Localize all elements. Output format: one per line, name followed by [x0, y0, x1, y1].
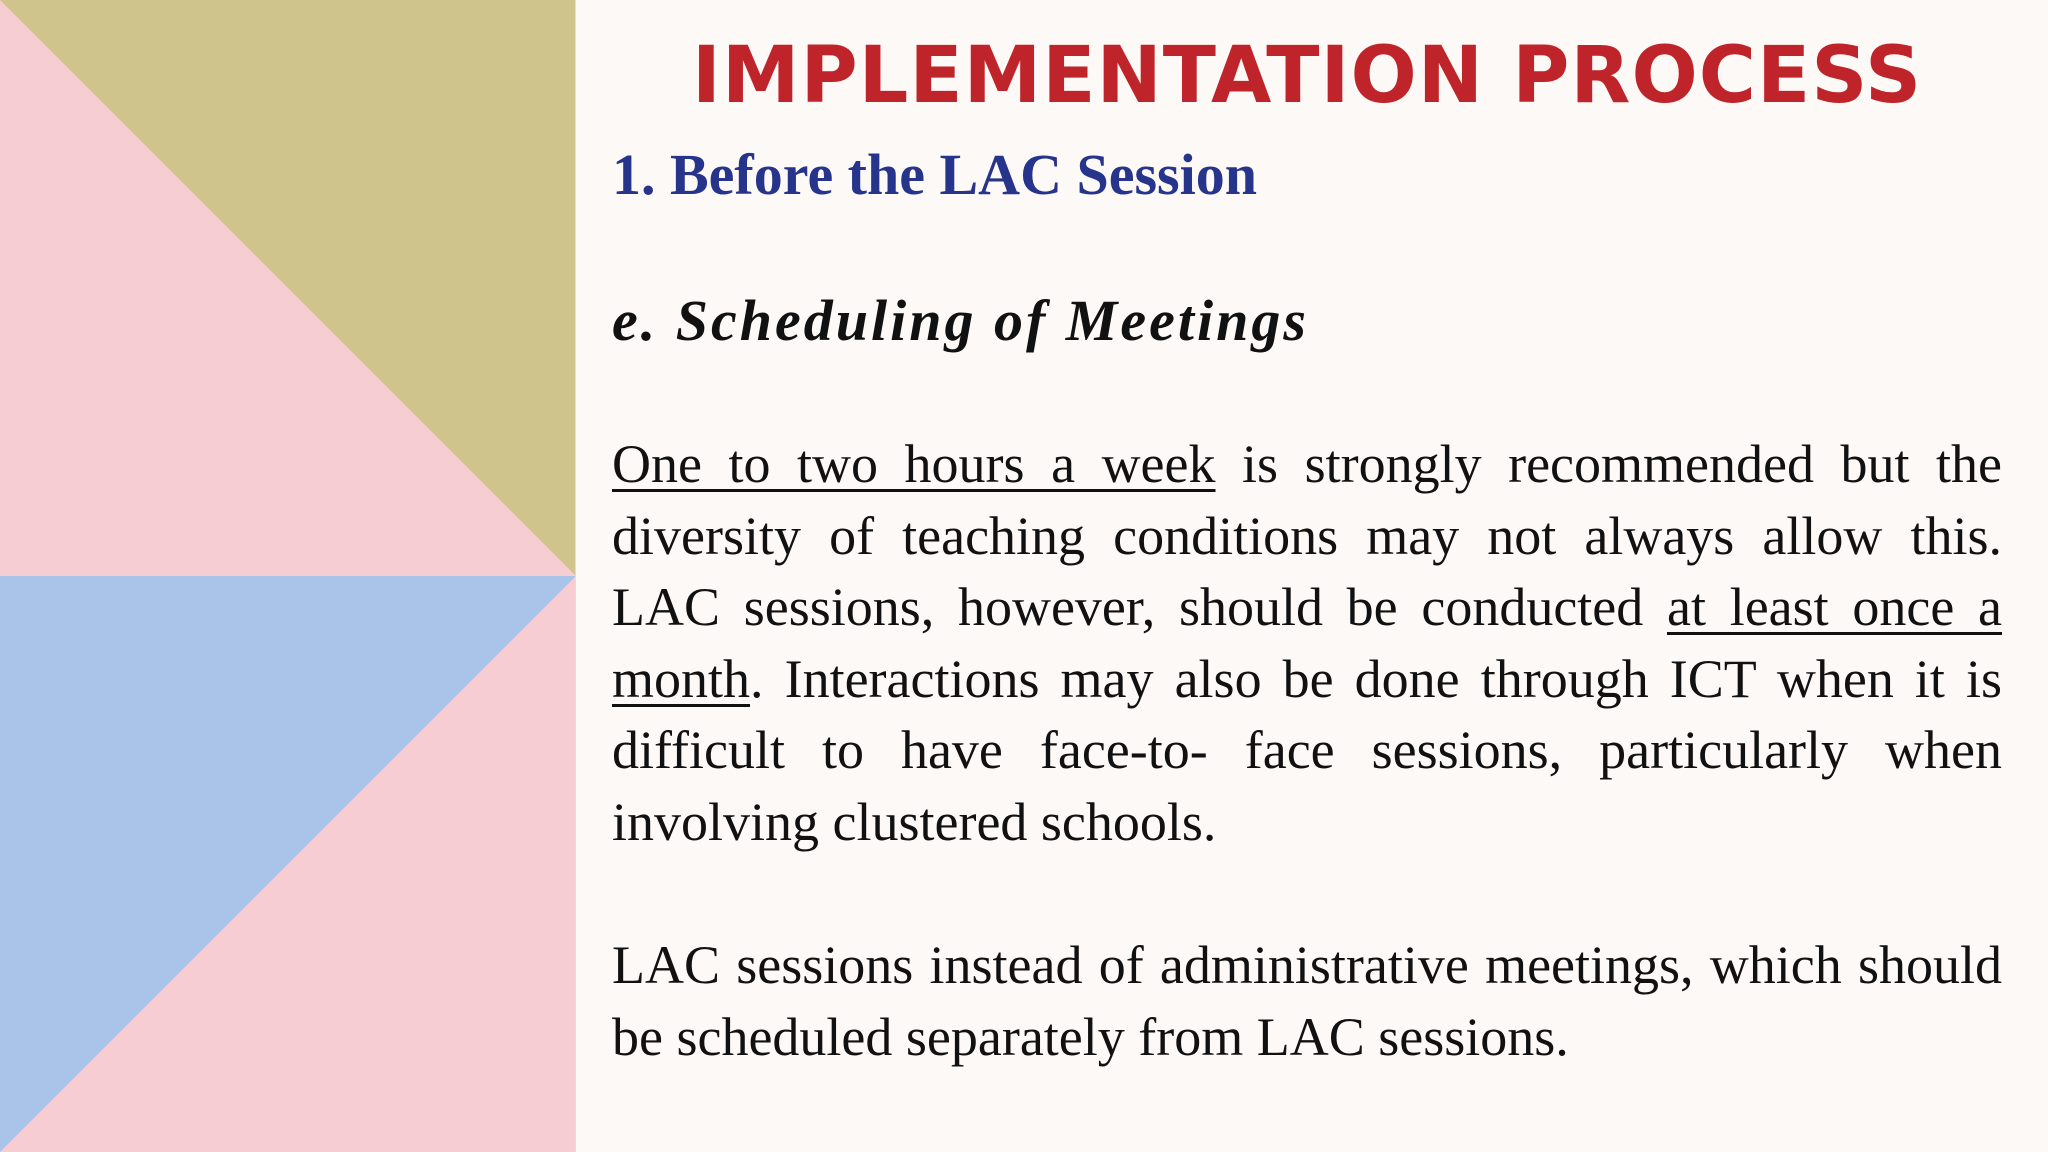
section-heading: e. Scheduling of Meetings — [612, 288, 1309, 353]
slide-title: IMPLEMENTATION PROCESS — [691, 31, 1923, 121]
paragraph-1-text-part-1: is strongly recommended but the diversity of teaching conditions may not always allow this. LAC sessions, however, should be conducted — [612, 434, 2002, 637]
body-paragraph-1 — [612, 429, 2002, 858]
body-paragraph-2: LAC sessions instead of administrative meetings, which should be scheduled separately from LAC sessions. — [612, 935, 2002, 1067]
slide-content — [612, 0, 2002, 1152]
decorative-triangles — [0, 0, 576, 1152]
underlined-phrase-minimum: at least once a month — [612, 577, 2002, 709]
underlined-phrase-frequency: One to two hours a week — [612, 434, 1216, 494]
slide-subtitle: 1. Before the LAC Session — [612, 142, 1257, 207]
paragraph-1-text-part-2: . Interactions may also be done through ICT when it is difficult to have face-to- face sessions, particularly when involving clustered schools. — [612, 648, 2002, 852]
